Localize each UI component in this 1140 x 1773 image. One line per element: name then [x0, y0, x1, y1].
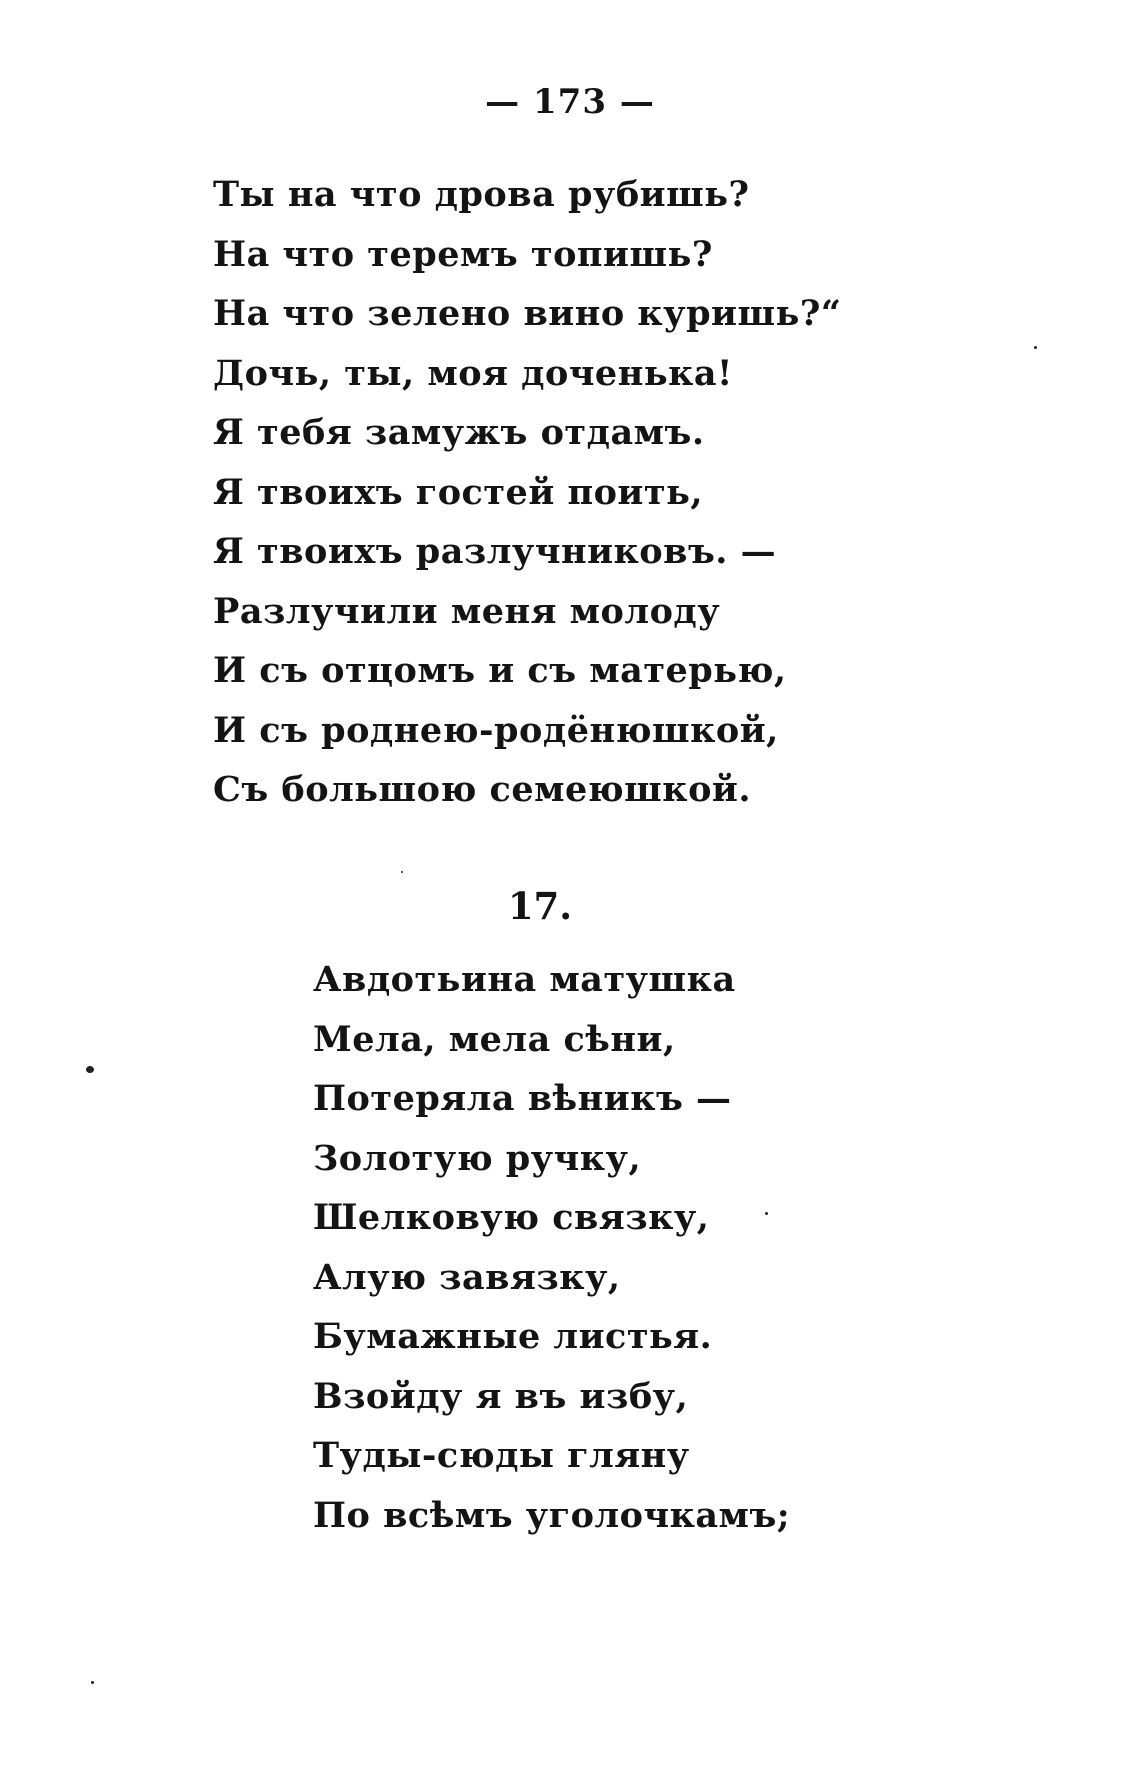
verse-line: Разлучили меня молоду: [213, 590, 721, 632]
page-number: — 173 —: [485, 82, 655, 122]
verse-line: Потеряла вѣникъ —: [313, 1078, 732, 1119]
verse-line: На что теремъ топишь?: [213, 233, 713, 275]
verse-line: И съ роднею-родёнюшкой,: [213, 709, 779, 751]
verse-line: Туды-сюды гляну: [313, 1435, 690, 1476]
scan-speck: [86, 1066, 94, 1073]
verse-line: Бумажные листья.: [313, 1316, 713, 1357]
verse-continued: [213, 165, 842, 820]
verse-line: Авдотьина матушка: [313, 959, 736, 1000]
verse-line: Мела, мела сѣни,: [313, 1018, 676, 1060]
verse-line: Алую завязку,: [313, 1256, 621, 1298]
verse-line: Шелковую связку,: [313, 1197, 710, 1238]
verse-line: Я твоихъ гостей поить,: [213, 471, 704, 513]
song-number: 17.: [507, 884, 573, 928]
verse-line: Дочь, ты, моя доченька!: [213, 352, 733, 394]
verse-line: На что зелено вино куришь?“: [213, 293, 842, 334]
verse-line: Взойду я въ избу,: [313, 1375, 689, 1417]
song-17-verse: [313, 950, 790, 1545]
scan-speck: [1034, 346, 1037, 349]
verse-line: Золотую ручку,: [313, 1137, 642, 1179]
verse-line: Съ большою семеюшкой.: [213, 769, 752, 810]
verse-line: Ты на что дрова рубишь?: [213, 174, 750, 215]
verse-line: Я твоихъ разлучниковъ. —: [213, 531, 777, 572]
verse-line: Я тебя замужъ отдамъ.: [213, 412, 705, 453]
scan-speck: [765, 1212, 768, 1215]
verse-line: И съ отцомъ и съ матерью,: [213, 650, 787, 691]
scan-speck: [401, 871, 403, 873]
verse-line: По всѣмъ уголочкамъ;: [313, 1494, 791, 1536]
scan-speck: [91, 1681, 94, 1684]
